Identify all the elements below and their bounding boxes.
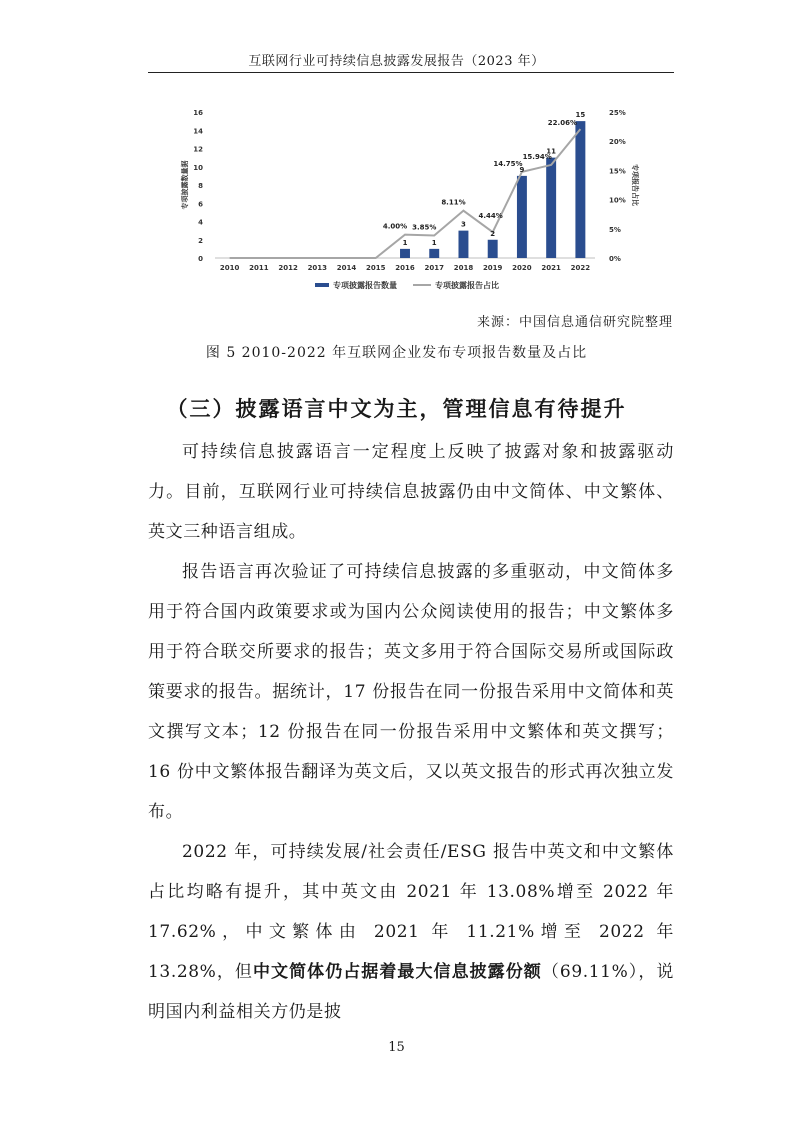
bar <box>575 121 585 258</box>
paragraph-3 <box>148 832 674 1032</box>
bar <box>546 158 556 258</box>
source-note: 来源：中国信息通信研究院整理 <box>476 315 673 330</box>
y-left-tick-label: 4 <box>198 218 203 227</box>
paragraph-2: 报告语言再次验证了可持续信息披露的多重驱动，中文简体多用于符合国内政策要求或为国内公众阅读使用的报告；中文繁体多用于符合联交所要求的报告；英文多用于符合国际交易所或国际政策要求的报告。据统计，17 份报告在同一份报告采用中文简体和英文撰写文本；12 份报告在同一份报告采用中文繁体和英文撰写；16 份中文繁体报告翻译为英文后，又以英文报告的形式再次独立发布。 <box>148 562 674 822</box>
x-tick-label: 2017 <box>424 264 444 272</box>
bar-value-label: 15 <box>575 111 586 120</box>
bar <box>458 231 468 258</box>
bar <box>429 249 439 258</box>
y-left-tick-label: 8 <box>198 182 203 190</box>
figure-caption: 图 5 2010-2022 年互联网企业发布专项报告数量及占比 <box>205 345 588 361</box>
y-left-tick-label: 16 <box>193 109 203 117</box>
x-tick-label: 2019 <box>482 264 503 272</box>
x-tick-label: 2020 <box>512 264 532 272</box>
legend-bar-label: 专项披露报告数量 <box>333 281 397 290</box>
bar-value-label: 3 <box>461 220 466 229</box>
bar <box>400 249 410 258</box>
line-value-label: 4.44% <box>478 212 503 221</box>
paragraph-3-text-b: （69.11%），说明国内利益相关方仍是披 <box>148 962 674 1022</box>
x-tick-label: 2022 <box>570 264 591 272</box>
x-tick-label: 2014 <box>336 264 357 272</box>
y-right-tick-label: 10% <box>609 196 626 205</box>
y-right-tick-label: 15% <box>609 167 626 176</box>
line-value-label: 22.06% <box>547 119 577 128</box>
paragraph-1: 可持续信息披露语言一定程度上反映了披露对象和披露驱动力。目前，互联网行业可持续信息披露仍由中文简体、中文繁体、英文三种语言组成。 <box>148 442 674 542</box>
bar <box>488 240 498 258</box>
page-number: 15 <box>388 1040 405 1055</box>
section-heading: （三）披露语言中文为主，管理信息有待提升 <box>166 396 627 421</box>
line-value-label: 4.00% <box>382 222 408 231</box>
bar-value-label: 2 <box>490 229 496 238</box>
bar <box>517 176 527 258</box>
y-left-tick-label: 6 <box>198 200 203 209</box>
y-right-tick-label: 5% <box>609 225 621 234</box>
line-value-label: 14.75% <box>493 159 523 168</box>
report-count-chart <box>175 100 639 300</box>
x-tick-label: 2016 <box>395 264 415 272</box>
y-right-tick-label: 20% <box>609 138 626 147</box>
y-left-tick-label: 2 <box>198 236 203 245</box>
y-left-tick-label: 0 <box>198 255 203 263</box>
legend-bar-swatch <box>315 283 329 287</box>
legend-line-label: 专项披露报告占比 <box>435 281 499 290</box>
y-right-tick-label: 25% <box>609 109 626 117</box>
line-value-label: 8.11% <box>441 198 466 207</box>
y-left-tick-label: 12 <box>193 145 203 154</box>
bar-value-label: 11 <box>546 147 557 156</box>
header-rule <box>148 72 674 73</box>
x-tick-label: 2015 <box>366 264 386 272</box>
y-left-axis-title: 专项披露数量据 <box>181 160 189 210</box>
x-tick-label: 2012 <box>278 264 298 272</box>
x-tick-label: 2018 <box>453 264 474 272</box>
bar-value-label: 1 <box>431 238 437 247</box>
y-right-tick-label: 0% <box>609 255 621 263</box>
line-value-label: 3.85% <box>412 223 437 232</box>
body-text <box>148 432 674 1032</box>
x-tick-label: 2021 <box>541 264 561 272</box>
bar-value-label: 9 <box>519 165 525 174</box>
running-header: 互联网行业可持续信息披露发展报告（2023 年） <box>248 54 545 69</box>
y-right-axis-title: 专项报告占比 <box>631 164 639 206</box>
y-left-tick-label: 10 <box>193 163 203 172</box>
y-left-tick-label: 14 <box>193 127 203 136</box>
line-value-label: 15.94% <box>522 152 552 161</box>
x-tick-label: 2010 <box>219 264 240 272</box>
bar-value-label: 1 <box>402 238 408 247</box>
paragraph-3-text-a: 2022 年，可持续发展/社会责任/ESG 报告中英文和中文繁体占比均略有提升，其中英文由 2021 年 13.08%增至 2022 年 17.62%，中文繁体由 2021 年 11.21%增至 2022 年 13.28%，但 <box>148 842 674 982</box>
paragraph-3-emphasis: 中文简体仍占据着最大信息披露份额 <box>252 962 542 982</box>
x-tick-label: 2013 <box>307 264 328 272</box>
x-tick-label: 2011 <box>249 264 269 272</box>
